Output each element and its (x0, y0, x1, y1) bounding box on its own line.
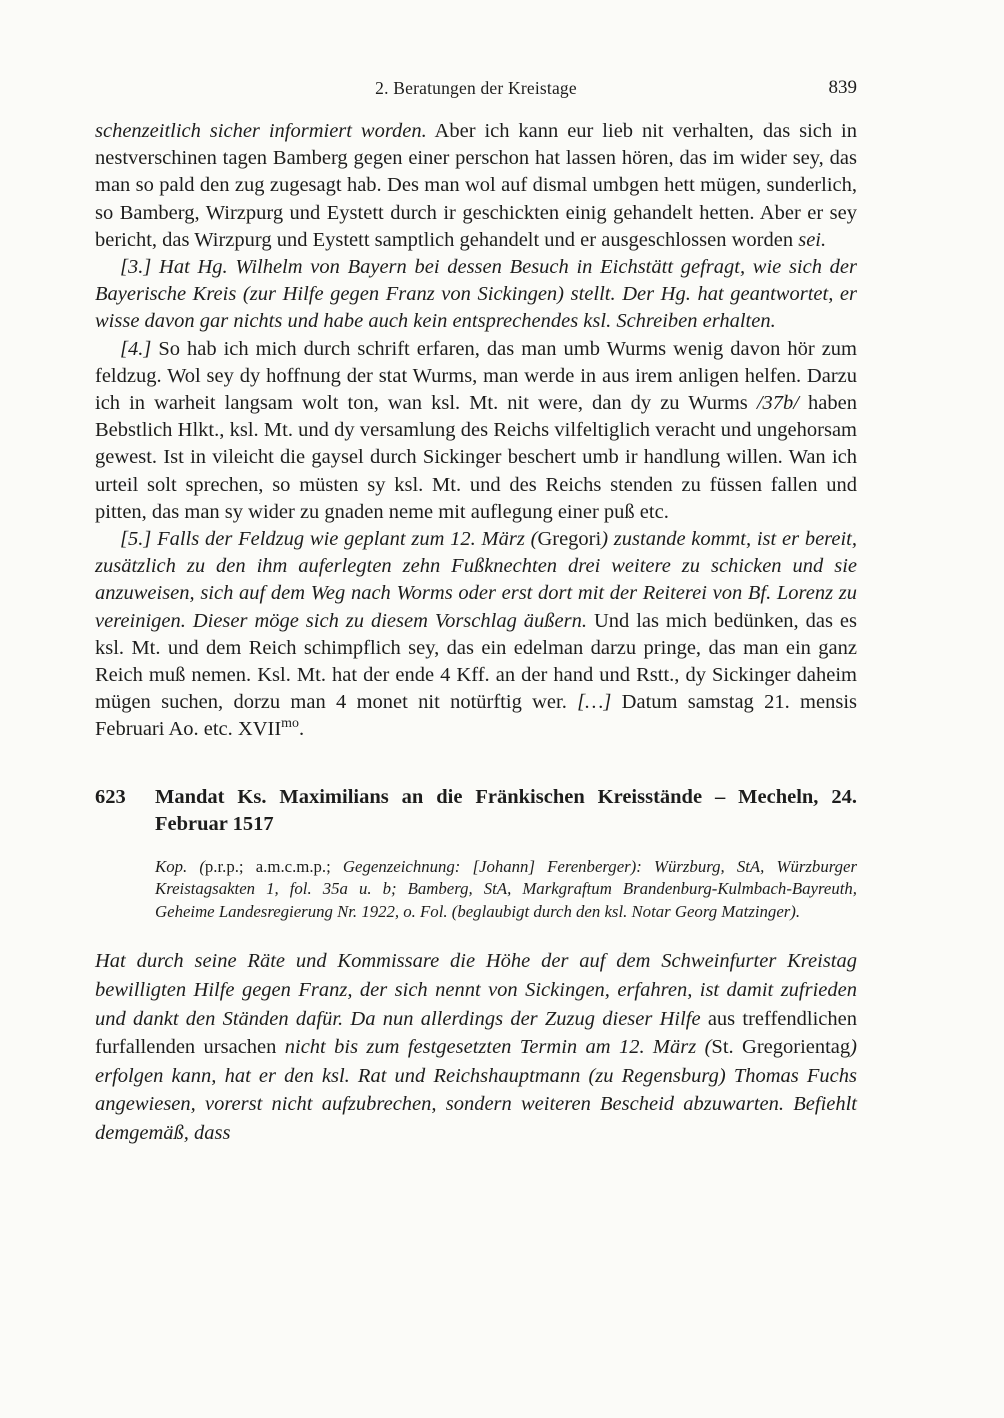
entry-title: Mandat Ks. Maximilians an die Fränkischen Kreisstände – Mecheln, 24. Februar 1517 (155, 785, 857, 836)
text-segment: p.r.p.; a.m.c.m.p.; (204, 856, 331, 876)
text-segment: Datum samstag 21. mensis Februari Ao. etc. XVII (95, 691, 857, 741)
body-paragraphs (95, 118, 857, 744)
text-segment: St. Gregorientag (711, 1036, 851, 1059)
text-segment: [5.] Falls der Feldzug wie geplant zum 12. März ( (120, 528, 538, 551)
text-segment: sei. (798, 228, 827, 251)
text-segment: […] (577, 691, 612, 714)
entry-summary (95, 947, 857, 1147)
text-segment: [3.] Hat Hg. Wilhelm von Bayern bei dessen Besuch in Eichstätt gefragt, wie sich der Bayerische Kreis (zur Hilfe gegen Franz von Sickingen) stellt. Der Hg. hat geantwortet, er wisse davon gar nichts und habe auch kein entsprechendes ksl. Schreiben erhalten. (95, 256, 857, 333)
paragraph-continuation (95, 118, 857, 254)
text-segment: ) zustande kommt, ist er bereit, zusätzlich zu den ihm auferlegten zehn Fußknechten drei weitere zu schicken und sie anzuweisen, sich auf dem Weg nach Worms oder erst dort mit der Reiterei von Bf. Lorenz zu vereinigen. Dieser möge sich zu diesem Vorschlag äußern. (95, 528, 857, 632)
text-segment: Gegenzeichnung: [Johann] Ferenberger): Würzburg, StA, Würzburger Kreistagsakten 1, fol. 35a u. b; Bamberg, StA, Markgraftum Brandenburg-Kulmbach-Bayreuth, Geheime Landesregierung Nr. 1922, o. Fol. (beglaubigt durch den ksl. Notar Georg Matzinger). (155, 856, 857, 921)
text-segment: ) erfolgen kann, hat er den ksl. Rat und Reichshauptmann (zu Regensburg) Thomas Fuchs angewiesen, vorerst nicht aufzubrechen, sondern weiteren Bescheid abzuwarten. Befiehlt demgemäß, dass (95, 1036, 857, 1145)
text-segment: Kop. ( (155, 856, 205, 876)
text-segment: . (298, 718, 305, 741)
entry-heading (95, 784, 857, 839)
running-title: 2. Beratungen der Kreistage (375, 78, 577, 98)
text-segment: haben Bebstlich Hlkt., ksl. Mt. und dy versamlung des Reichs vilfeltiglich veracht und ungehorsam gewest. Ist in vileicht die gaysel durch Sickinger beschert umb ir handlung willen. Wan ich urteil solt sprechen, so müsten sy ksl. Mt. und des Reichs stenden zu füssen fallen und pitten, das man sy wider zu gnaden neme mit auflegung einer puß etc. (95, 392, 857, 523)
text-segment: Und las mich bedünken, das es ksl. Mt. und dem Reich schimpflich sey, das ein edelman darzu pringe, das man ein ganz Reich muß nemen. Ksl. Mt. hat der ende 4 Kff. an der hand und Rstt., dy Sickinger daheim mügen suchen, dorzu man 4 monet nit notürftig wer. (95, 609, 857, 714)
source-note (155, 856, 857, 924)
text-segment: /37b/ (756, 392, 799, 415)
summary-paragraph (95, 947, 857, 1147)
text-segment: aus treffendlichen furfallenden ursachen (95, 1007, 857, 1059)
paragraph-3 (95, 254, 857, 336)
page-number: 839 (828, 77, 857, 98)
page-header (95, 78, 857, 104)
text-segment: So hab ich mich durch schrift erfaren, das man umb Wurms wenig davon hör zum feldzug. Wol sey dy hoffnung der stat Wurms, man werde in aus irem anligen helfen. Darzu ich in warheit langsam wolt ton, wan ksl. Mt. nit were, dan dy zu Wurms (95, 337, 857, 415)
paragraph-4 (95, 336, 857, 526)
text-segment: Aber ich kann eur lieb nit verhalten, das sich in nestverschinen tagen Bamberg gegen einer perschon hat lassen hören, das im wider sey, das man so pald den zug zugesagt hab. Des man wol auf dismal umbgen hett mügen, sunderlich, so Bamberg, Wirzpurg und Eystett durch ir geschickten einig gehandelt hetten. Aber er sey bericht, das Wirzpurg und Eystett samptlich gehandelt und er ausgeschlossen worden (95, 120, 857, 251)
text-segment: Hat durch seine Räte und Kommissare die Höhe der auf dem Schweinfurter Kreistag bewilligten Hilfe gegen Franz, der sich nennt von Sickingen, erfahren, ist damit zufrieden und dankt den Ständen dafür. Da nun allerdings der Zuzug dieser Hilfe (95, 950, 857, 1030)
text-segment: [4.] (120, 337, 159, 360)
paragraph-5 (95, 526, 857, 744)
text-segment: schenzeitlich sicher informiert worden. (95, 120, 427, 142)
source-note-paragraph (155, 856, 857, 924)
entry-623 (95, 784, 857, 1148)
entry-number: 623 (95, 785, 126, 808)
text-segment: mo (281, 716, 299, 732)
text-segment: nicht bis zum festgesetzten Termin am 12. März ( (284, 1036, 712, 1059)
text-segment: Gregori (537, 528, 602, 551)
text-block (95, 78, 857, 1148)
